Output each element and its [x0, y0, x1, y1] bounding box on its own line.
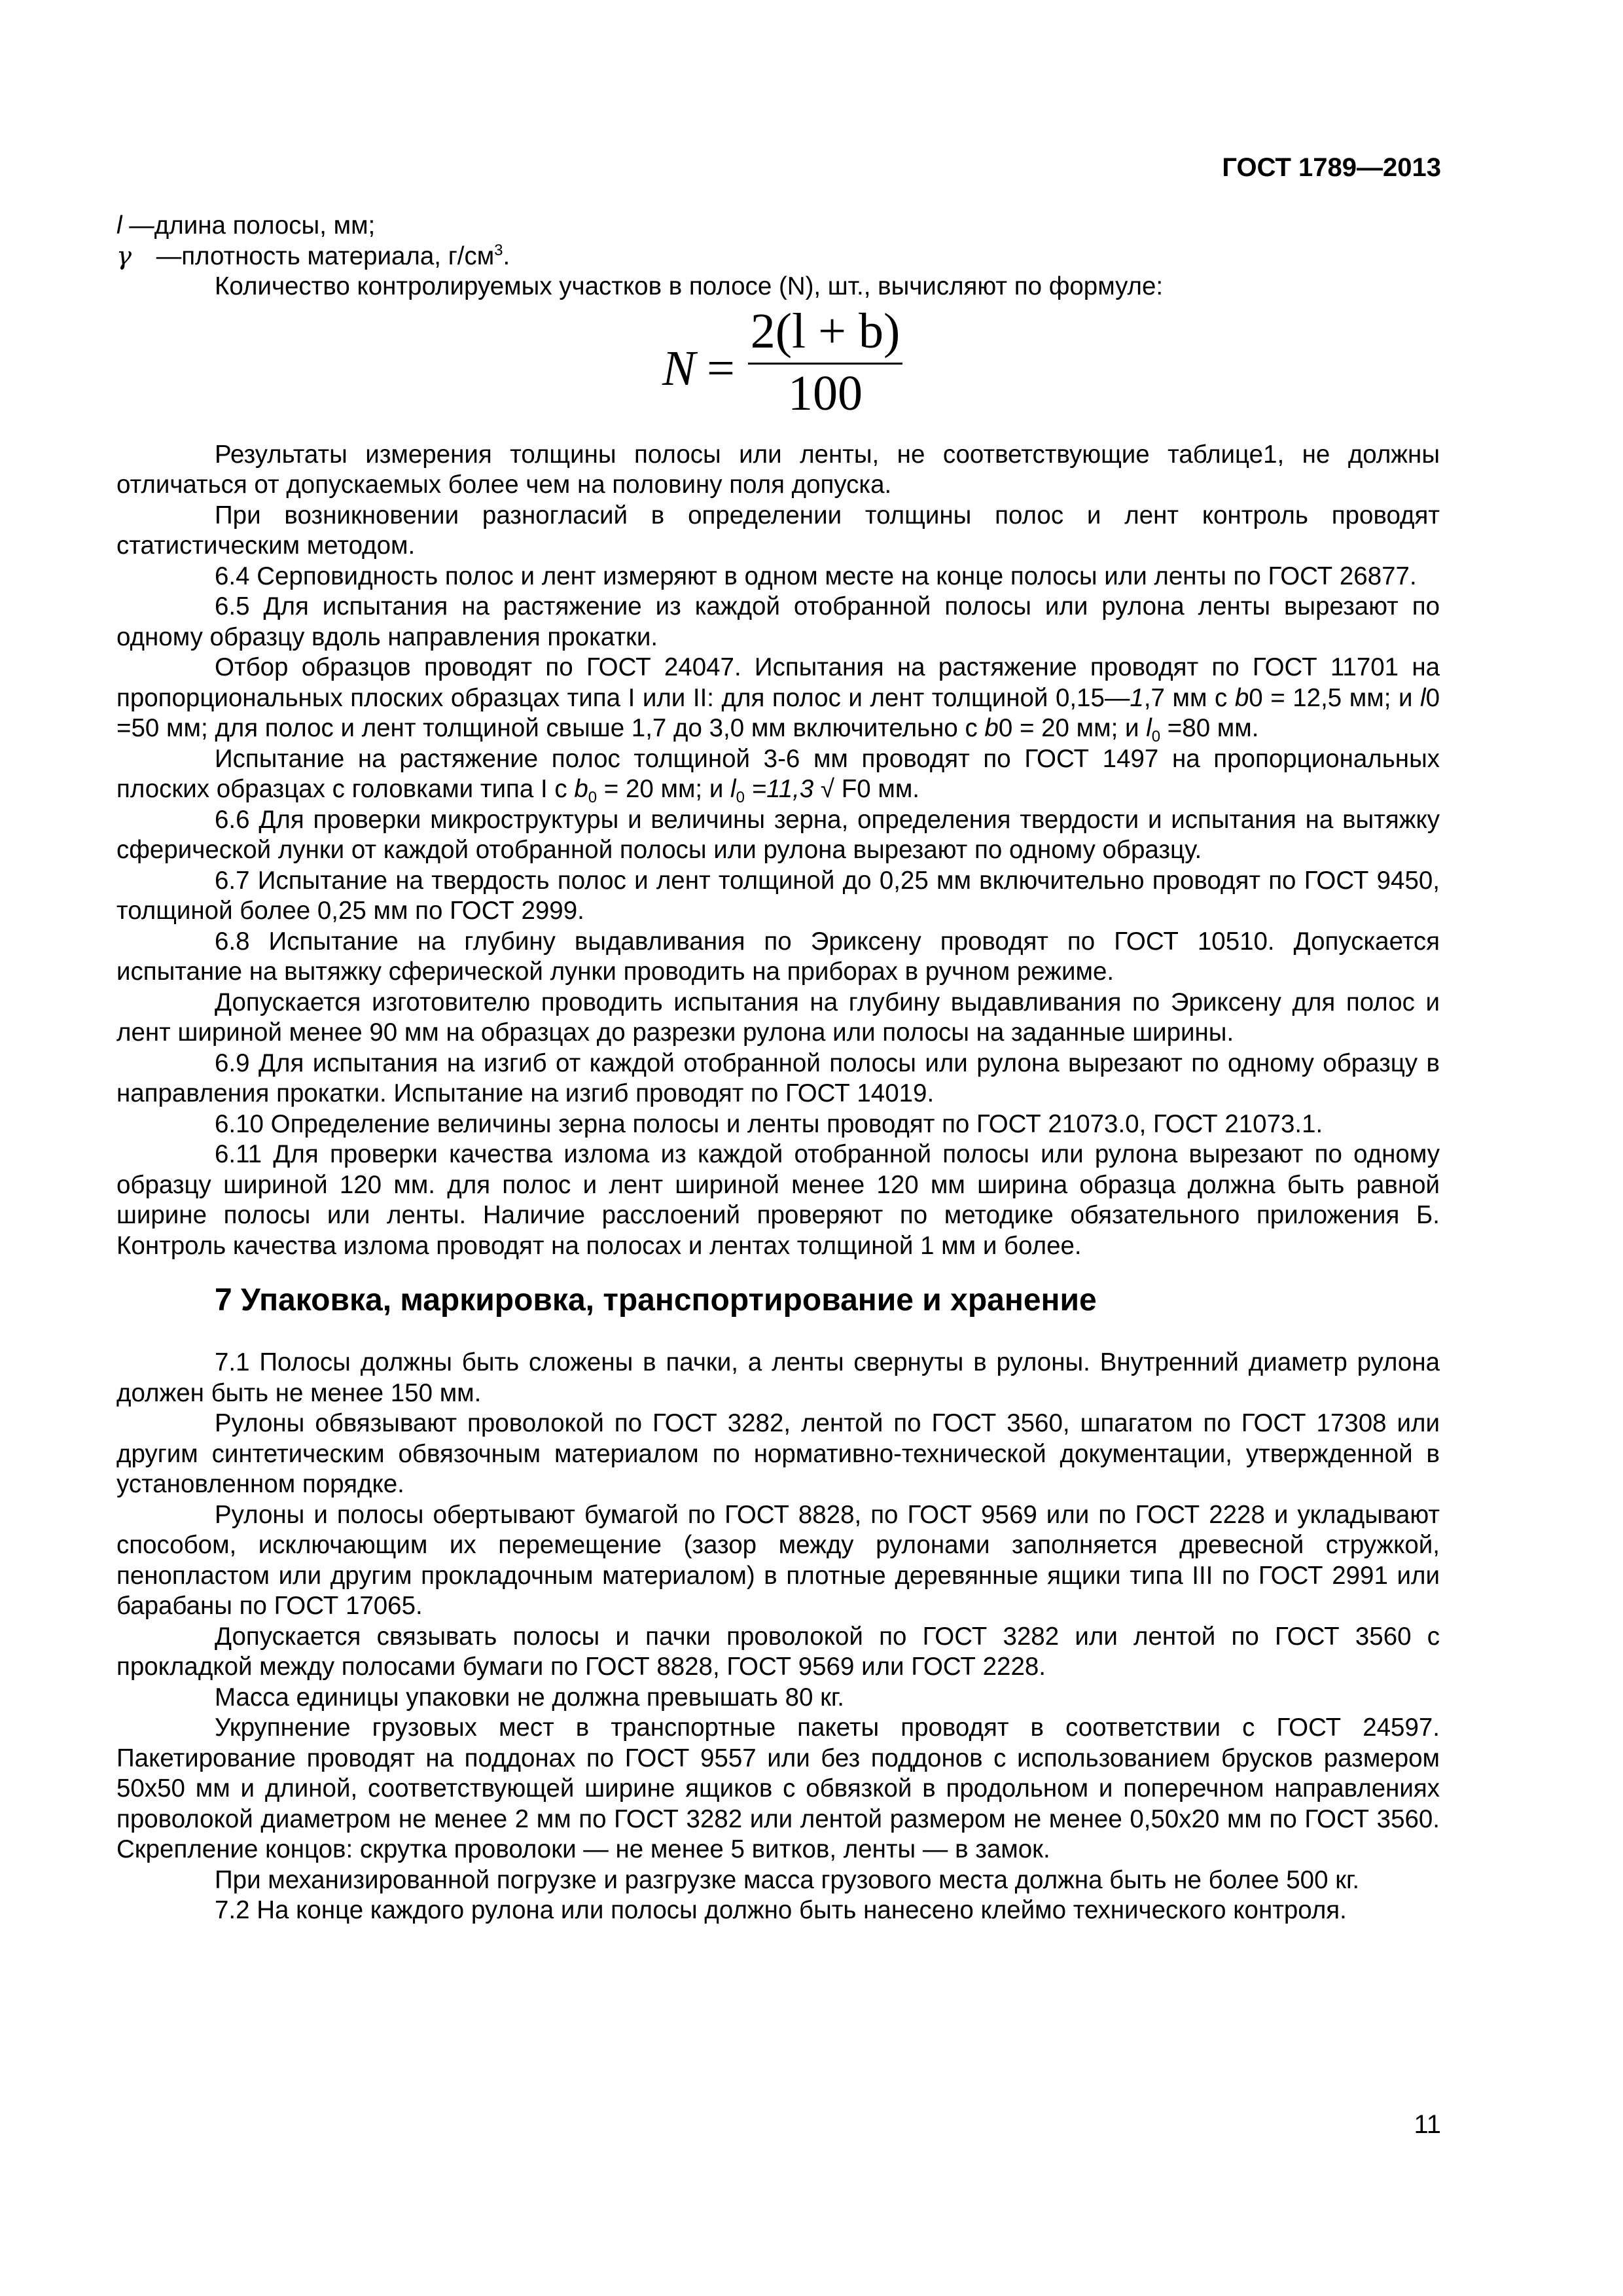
- symbol-b0-first: b: [1234, 683, 1249, 712]
- paragraph-erichsen-allowed: Допускается изготовителю проводить испытания на глубину выдавливания по Эриксену для полос и лент шириной менее 90 мм на образцах до разрезки рулона или полосы на заданные ширины.: [116, 988, 1440, 1047]
- definition-length-text: —длина полосы, мм;: [122, 211, 376, 240]
- symbol-l0-first: l: [1420, 683, 1426, 712]
- tension-coefficient: =11,3: [744, 775, 814, 803]
- page-content: [116, 211, 1440, 1926]
- subscript-zero-l: 0: [736, 789, 745, 806]
- paragraph-rolls-wrapped: Рулоны и полосы обертывают бумагой по ГОСТ 8828, по ГОСТ 9569 или по ГОСТ 2228 и укладывают способом, исключающим их перемещение (зазор между рулонами заполняется древесной стружкой, пенопластом или другим прокладочным материалом) в плотные деревянные ящики типа III по ГОСТ 2991 или барабаны по ГОСТ 17065.: [116, 1500, 1440, 1620]
- formula-equals: =: [707, 340, 735, 396]
- paragraph-6-11: 6.11 Для проверки качества излома из каждой отобранной полосы или рулона вырезают по одному образцу шириной 120 мм. для полос и лент шириной менее 120 мм ширина образца должна быть равной ширине полосы или ленты. Наличие расслоений проверяют по методике обязательного приложения Б. Контроль качества излома проводят на полосах и лентах толщиной 1 мм и более.: [116, 1140, 1440, 1260]
- tension-text-1: Испытание на растяжение полос толщиной 3-6 мм проводят по ГОСТ 1497 на пропорциональных плоских образцах с головками типа I с: [116, 744, 1440, 803]
- paragraph-6-5: 6.5 Для испытания на растяжение из каждой отобранной полосы или рулона ленты вырезают по одному образцу вдоль направления прокатки.: [116, 592, 1440, 651]
- paragraph-transport-packets: Укрупнение грузовых мест в транспортные пакеты проводят в соответствии с ГОСТ 24597. Пакетирование проводят на поддонах по ГОСТ 9557 или без поддонов с использованием брусков размером 50х50 мм и длиной, соответствующей ширине ящиков с обвязкой в продольном и поперечном направлениях проволокой диаметром не менее 2 мм по ГОСТ 3282 или лентой размером не менее 0,50х20 мм по ГОСТ 3560. Скрепление концов: скрутка проволоки — не менее 5 витков, ленты — в замок.: [116, 1713, 1440, 1863]
- paragraph-6-9: 6.9 Для испытания на изгиб от каждой отобранной полосы или рулона вырезают по одному образцу в направления прокатки. Испытание на изгиб проводят по ГОСТ 14019.: [116, 1049, 1440, 1107]
- sampling-text-4: 0 =50 мм; для полос и лент толщиной свыше 1,7 до 3,0 мм включительно с: [116, 683, 1440, 742]
- document-code-header: ГОСТ 1789—2013: [1222, 153, 1441, 182]
- paragraph-6-6: 6.6 Для проверки микроструктуры и величины зерна, определения твердости и испытания на вытяжку сферической лунки от каждой отобранной полосы или рулона вырезают по одному образцу.: [116, 805, 1440, 864]
- paragraph-rolls-tied: Рулоны обвязывают проволокой по ГОСТ 3282, лентой по ГОСТ 3560, шпагатом по ГОСТ 17308 или другим синтетическим обвязочным материалом по нормативно-технической документации, утвержденной в установленном порядке.: [116, 1409, 1440, 1498]
- paragraph-sampling: [116, 653, 1440, 744]
- paragraph-6-4: 6.4 Серповидность полос и лент измеряют в одном месте на конце полосы или ленты по ГОСТ 26877.: [215, 562, 1417, 590]
- paragraph-mechanized-loading: При механизированной погрузке и разгрузке масса грузового места должна быть не более 500 кг.: [215, 1865, 1360, 1894]
- symbol-l0: l: [730, 775, 736, 803]
- formula-fraction: [748, 302, 902, 427]
- symbol-l: l: [116, 211, 122, 240]
- sampling-text-6: =80 мм.: [1160, 714, 1259, 742]
- definition-density-text: —плотность материала, г/см: [149, 242, 495, 270]
- definition-density: [116, 242, 1440, 272]
- tension-text-4: √ F0 мм.: [813, 775, 920, 803]
- paragraph-binding: Допускается связывать полосы и пачки проволокой по ГОСТ 3282 или лентой по ГОСТ 3560 с прокладкой между полосами бумаги по ГОСТ 8828, ГОСТ 9569 или ГОСТ 2228.: [116, 1622, 1440, 1681]
- paragraph-7-2: 7.2 На конце каждого рулона или полосы должно быть нанесено клеймо технического контроля.: [215, 1896, 1347, 1924]
- sampling-text-2: ,7 мм с: [1143, 683, 1235, 712]
- formula-lhs: N: [662, 340, 696, 396]
- page-number: 11: [1414, 2110, 1441, 2139]
- paragraph-results: Результаты измерения толщины полосы или ленты, не соответствующие таблице1, не должны отличаться от допускаемых более чем на половину поля допуска.: [116, 440, 1440, 499]
- symbol-b0: b: [574, 775, 588, 803]
- formula-numerator: 2(l + b): [750, 303, 901, 359]
- sampling-text-1: Отбор образцов проводят по ГОСТ 24047. Испытания на растяжение проводят по ГОСТ 11701 на пропорциональных плоских образцах типа I или II: для полос и лент толщиной 0,15—: [116, 653, 1440, 712]
- subscript-zero: 0: [1151, 728, 1161, 745]
- definition-density-end: .: [503, 242, 510, 270]
- paragraph-package-mass: Масса единицы упаковки не должна превышать 80 кг.: [215, 1683, 844, 1712]
- subscript-zero-b: 0: [588, 789, 597, 806]
- paragraph-6-7: 6.7 Испытание на твердость полос и лент толщиной до 0,25 мм включительно проводят по ГОСТ 9450, толщиной более 0,25 мм по ГОСТ 2999.: [116, 866, 1440, 925]
- tension-text-2: = 20 мм; и: [597, 775, 731, 803]
- paragraph-6-8: 6.8 Испытание на глубину выдавливания по Эриксену проводят по ГОСТ 10510. Допускается испытание на вытяжку сферической лунки проводить на приборах в ручном режиме.: [116, 927, 1440, 986]
- formula-block: [116, 302, 1440, 440]
- symbol-l0-second: l: [1146, 714, 1152, 742]
- sampling-italic-1: 1: [1130, 683, 1144, 712]
- paragraph-7-1: 7.1 Полосы должны быть сложены в пачки, а ленты свернуты в рулоны. Внутренний диаметр рулона должен быть не менее 150 мм.: [116, 1348, 1440, 1407]
- symbol-gamma: γ: [116, 241, 132, 271]
- definition-length: [116, 211, 1440, 242]
- density-unit-exponent: 3: [494, 241, 503, 259]
- sampling-text-5: 0 = 20 мм; и: [998, 714, 1147, 742]
- section-7-heading: 7 Упаковка, маркировка, транспортирование и хранение: [215, 1283, 1097, 1318]
- paragraph-disputes: При возникновении разногласий в определении толщины полос и лент контроль проводят статистическим методом.: [116, 501, 1440, 560]
- paragraph-6-10: 6.10 Определение величины зерна полосы и ленты проводят по ГОСТ 21073.0, ГОСТ 21073.1.: [215, 1109, 1323, 1138]
- sampling-text-3: 0 = 12,5 мм; и: [1249, 683, 1421, 712]
- symbol-b0-second: b: [984, 714, 999, 742]
- formula-denominator: 100: [788, 365, 863, 421]
- paragraph-tension-test: [116, 744, 1440, 805]
- formula-intro: Количество контролируемых участков в полосе (N), шт., вычисляют по формуле:: [215, 272, 1164, 300]
